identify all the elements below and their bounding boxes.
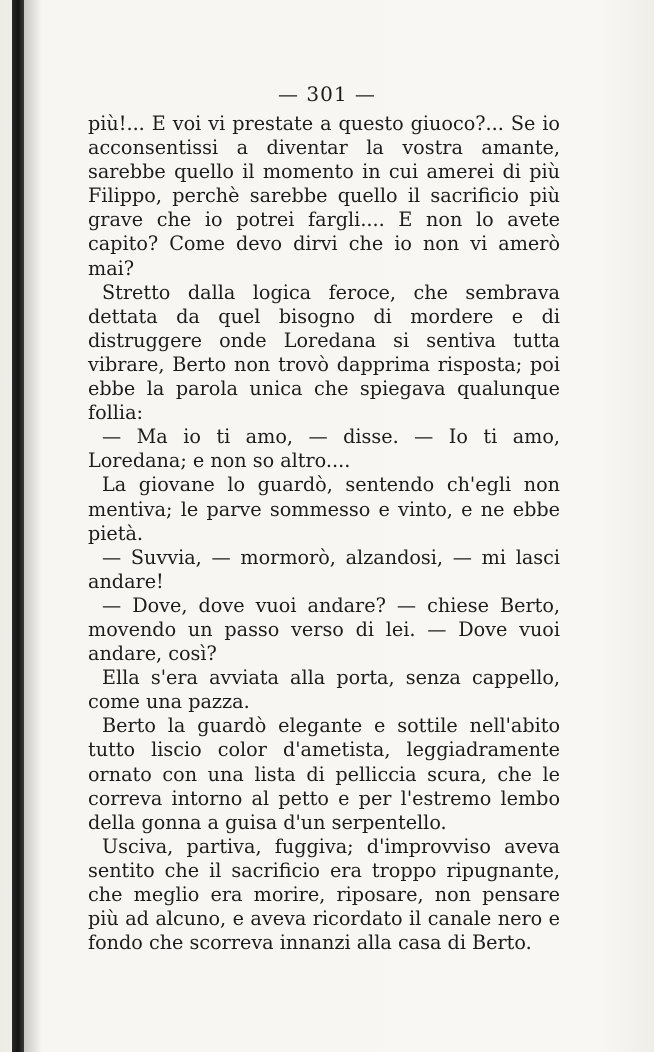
paragraph-9: Usciva, partiva, fuggiva; d'improvviso aveva sentito che il sacrificio era troppo ripugnante, che meglio era morire, riposare, non pensare più ad alcuno, e aveva ricordato il canale nero e fondo che scorreva innanzi alla casa di Berto. bbox=[88, 834, 560, 955]
page-number: — 301 — bbox=[278, 82, 376, 106]
spine-shadow bbox=[24, 0, 42, 1052]
paragraph-1: più!... E voi vi prestate a questo giuoco?... Se io acconsentissi a diventar la vostra amante, sarebbe quello il momento in cui amerei di più Filippo, perchè sarebbe quello il sacrificio più grave che io potrei fargli.... E non lo avete capito? Come devo dirvi che io non vi amerò mai? bbox=[88, 112, 560, 280]
paragraph-3: — Ma io ti amo, — disse. — Io ti amo, Loredana; e non so altro.... bbox=[88, 425, 560, 473]
book-spine bbox=[12, 0, 24, 1052]
paragraph-5: — Suvvia, — mormorò, alzandosi, — mi lasci andare! bbox=[88, 545, 560, 593]
body-text bbox=[88, 112, 560, 955]
paragraph-8: Berto la guardò elegante e sottile nell'abito tutto liscio color d'ametista, leggiadramente ornato con una lista di pelliccia scura, che le correva intorno al petto e per l'estremo lembo della gonna a guisa d'un serpentello. bbox=[88, 714, 560, 834]
paragraph-6: — Dove, dove vuoi andare? — chiese Berto, movendo un passo verso di lei. — Dove vuoi andare, così? bbox=[88, 593, 560, 666]
paragraph-2: Stretto dalla logica feroce, che sembrava dettata da quel bisogno di mordere e di distruggere onde Loredana si sentiva tutta vibrare, Berto non trovò dapprima risposta; poi ebbe la parola unica che spiegava qualunque follia: bbox=[88, 280, 560, 425]
paragraph-7: Ella s'era avviata alla porta, senza cappello, come una pazza. bbox=[88, 666, 560, 714]
paragraph-4: La giovane lo guardò, sentendo ch'egli non mentiva; le parve sommesso e vinto, e ne ebbe pietà. bbox=[88, 473, 560, 545]
